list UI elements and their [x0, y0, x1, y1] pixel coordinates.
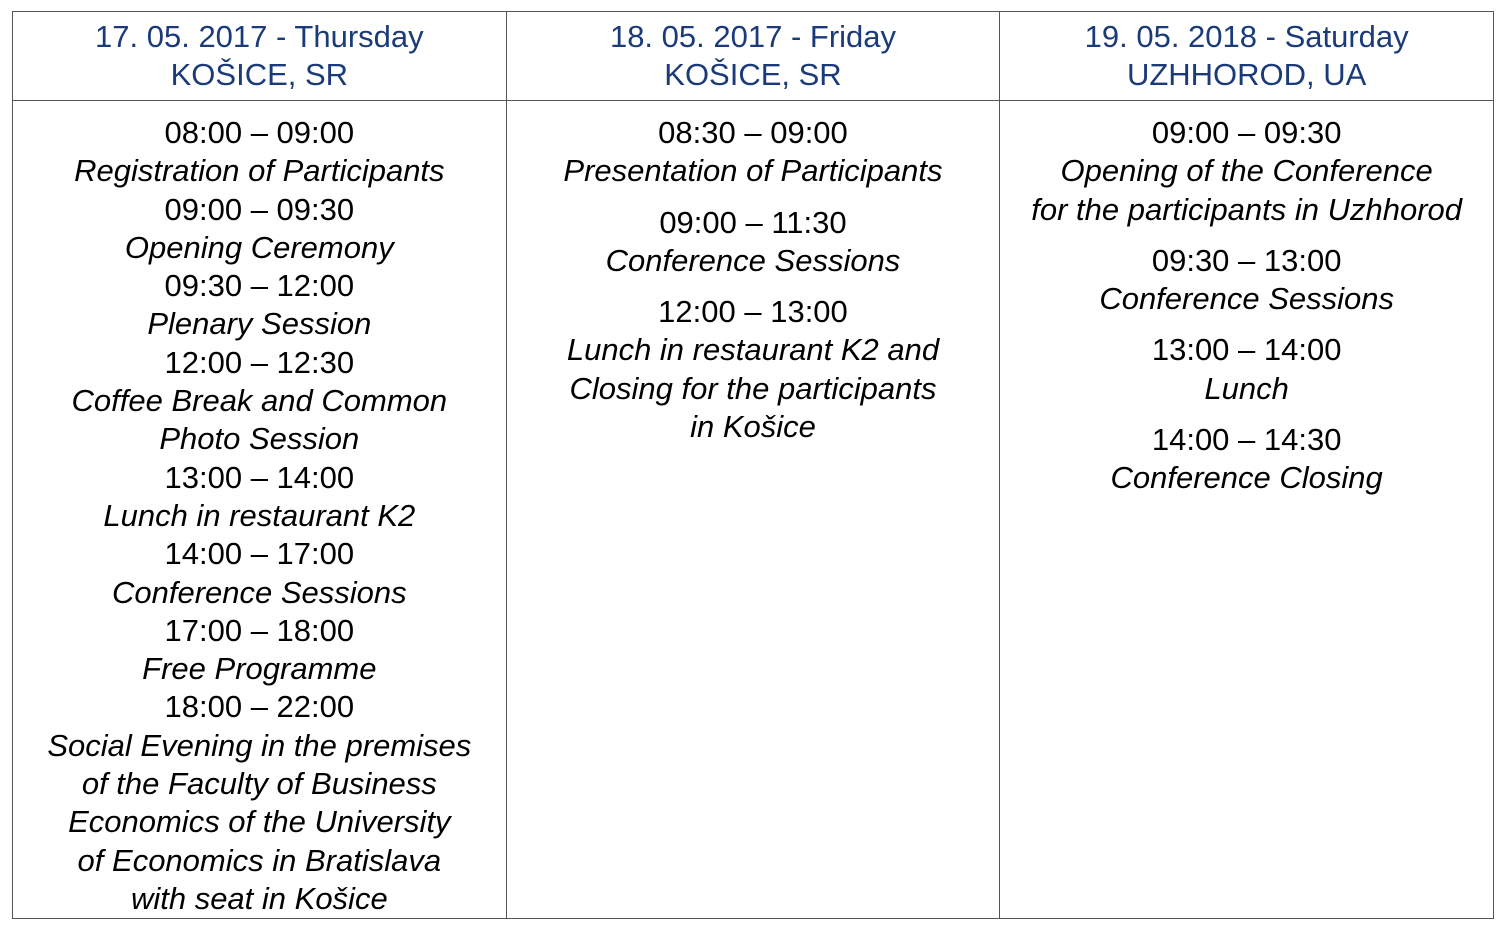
slot-event: of Economics in Bratislava: [77, 842, 442, 878]
schedule-row: [13, 101, 1494, 919]
slot-event: of the Faculty of Business: [81, 766, 437, 802]
schedule-slot: [507, 293, 1000, 446]
slot-time: 14:00 – 14:30: [1151, 422, 1342, 458]
slot-event: Coffee Break and Common: [71, 383, 448, 419]
slot-time: 12:00 – 12:30: [164, 344, 355, 380]
schedule-slot: [1000, 421, 1493, 498]
day-header-friday: [506, 12, 1000, 101]
slot-event: Social Evening in the premises: [47, 727, 472, 763]
day-date: 17. 05. 2017 - Thursday: [95, 19, 424, 54]
schedule-slot: [507, 114, 1000, 191]
slot-event: Opening of the Conference: [1060, 153, 1433, 189]
slot-time: 08:00 – 09:00: [164, 115, 355, 150]
slot-event: for the participants in Uzhhorod: [1031, 191, 1463, 227]
schedule-slot: [507, 204, 1000, 281]
slot-event: Plenary Session: [147, 306, 372, 342]
slot-time: 09:30 – 12:00: [164, 268, 355, 304]
header-row: [13, 12, 1494, 101]
slot-event: in Košice: [690, 409, 816, 445]
schedule-slot: [13, 344, 506, 459]
schedule-slot: [13, 612, 506, 689]
schedule-slot: [13, 459, 506, 536]
slot-event: Lunch: [1204, 370, 1289, 406]
day-header-thursday: [13, 12, 507, 101]
schedule-slot: [13, 267, 506, 344]
slot-time: 13:00 – 14:00: [164, 459, 355, 495]
slot-time: 09:30 – 13:00: [1151, 242, 1342, 278]
slot-event: Conference Sessions: [605, 242, 901, 278]
day-schedule-friday: [506, 101, 1000, 919]
schedule-slot: [13, 688, 506, 918]
slot-time: 13:00 – 14:00: [1151, 332, 1342, 368]
slot-event: Closing for the participants: [569, 370, 937, 406]
slot-event: Presentation of Participants: [563, 153, 943, 189]
slot-event: Lunch in restaurant K2 and: [566, 332, 940, 368]
slot-time: 12:00 – 13:00: [658, 294, 848, 330]
slot-event: Conference Closing: [1110, 460, 1383, 496]
slot-event: Conference Sessions: [1099, 281, 1394, 317]
day-place: KOŠICE, SR: [170, 57, 349, 92]
slot-event: Economics of the University: [68, 804, 451, 840]
day-header-saturday: [1000, 12, 1494, 101]
slot-event: Lunch in restaurant K2: [103, 497, 416, 533]
slot-event: Free Programme: [142, 651, 377, 687]
schedule-slot: [13, 114, 506, 191]
slot-event: Conference Sessions: [111, 574, 407, 610]
day-date: 19. 05. 2018 - Saturday: [1084, 19, 1409, 54]
schedule-slot: [1000, 331, 1493, 408]
day-schedule-saturday: [1000, 101, 1494, 919]
day-place: KOŠICE, SR: [664, 57, 842, 92]
conference-schedule-table: [12, 11, 1494, 919]
slot-event: Photo Session: [159, 421, 360, 457]
slot-time: 18:00 – 22:00: [164, 689, 355, 725]
schedule-slot: [13, 191, 506, 268]
schedule-slot: [1000, 242, 1493, 319]
day-place: UZHHOROD, UA: [1126, 57, 1367, 92]
slot-time: 08:30 – 09:00: [658, 115, 848, 150]
slot-event: Registration of Participants: [74, 153, 445, 189]
slot-time: 17:00 – 18:00: [164, 612, 355, 648]
day-schedule-thursday: [13, 101, 507, 919]
slot-time: 09:00 – 09:30: [164, 191, 355, 227]
slot-time: 09:00 – 11:30: [659, 204, 847, 240]
slot-time: 09:00 – 09:30: [1151, 115, 1342, 150]
slot-event: with seat in Košice: [130, 880, 388, 916]
schedule-slot: [13, 535, 506, 612]
schedule-slot: [1000, 114, 1493, 229]
slot-event: Opening Ceremony: [124, 229, 394, 265]
day-date: 18. 05. 2017 - Friday: [609, 19, 897, 54]
slot-time: 14:00 – 17:00: [164, 536, 355, 572]
